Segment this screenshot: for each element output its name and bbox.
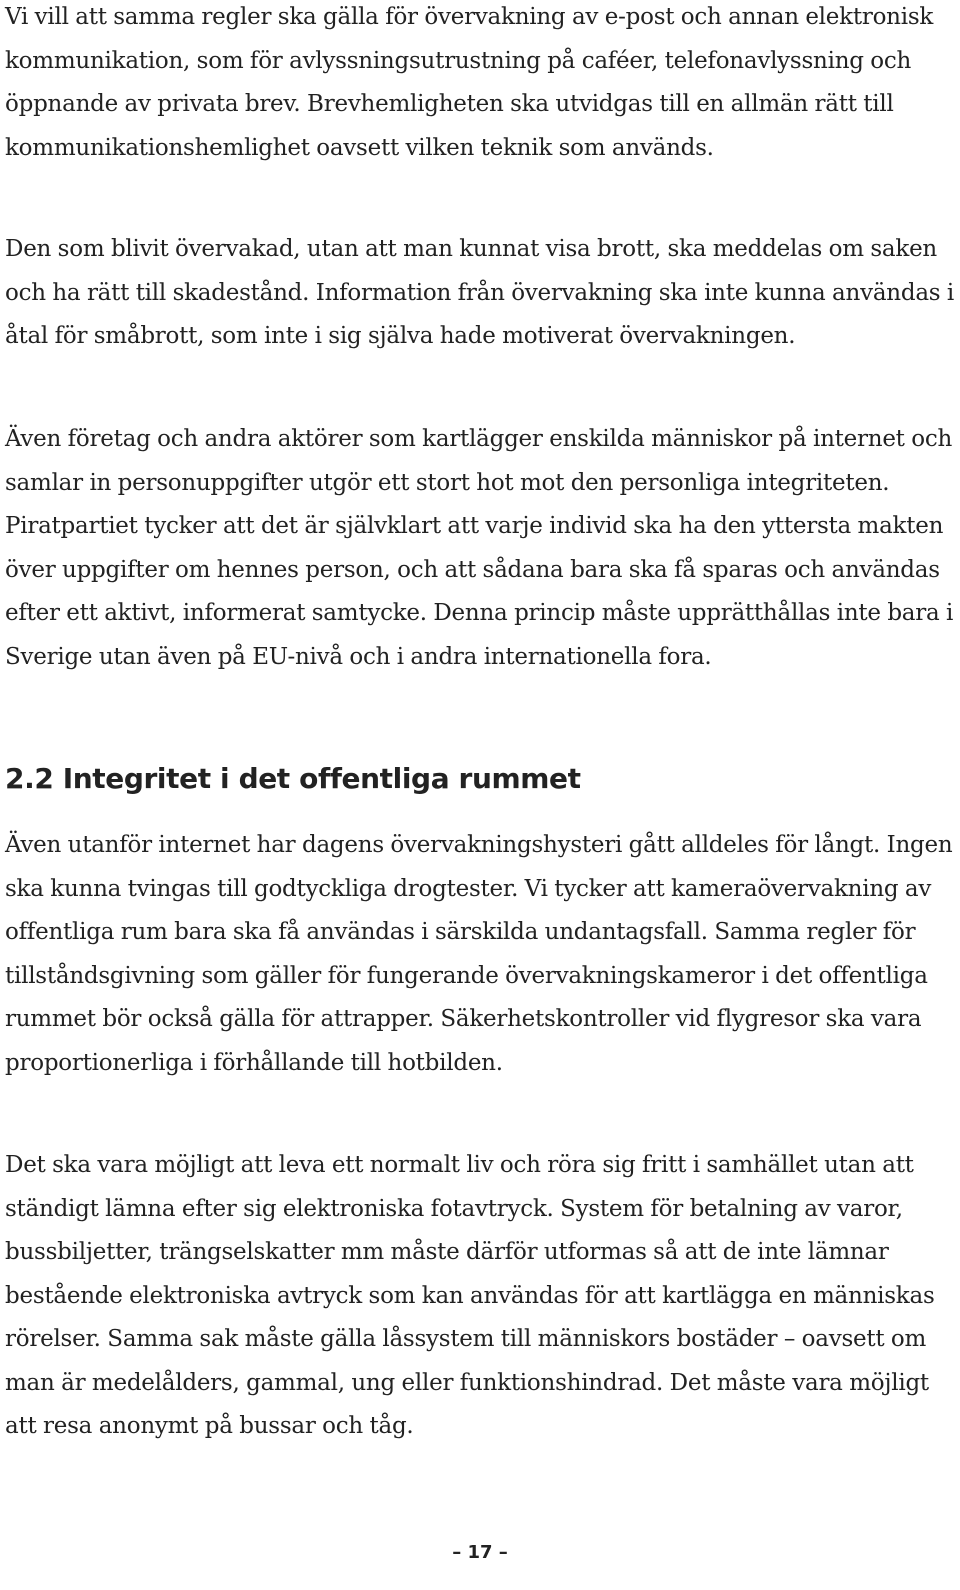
paragraph-surveillance-notification: Den som blivit övervakad, utan att man kunnat visa brott, ska meddelas om saken och ha rätt till skadestånd. Information från övervakning ska inte kunna användas i åtal för småbrott, som inte i sig själva hade motiverat övervakningen. (5, 236, 955, 349)
paragraph-offline-surveillance: Även utanför internet har dagens övervakningshysteri gått alldeles för långt. Ingen ska kunna tvingas till godtyckliga drogtester. Vi tycker att kameraövervakning av offentliga rum bara ska få användas i särskilda undantagsfall. Samma regler för tillståndsgivning som gäller för fungerande övervakningskameror i det offentliga rummet bör också gälla för attrapper. Säkerhetskontroller vid flygresor ska vara proportionerliga i förhållande till hotbilden. (5, 832, 953, 1076)
section-heading: 2.2 Integritet i det offentliga rummet (5, 762, 581, 795)
page-number: – 17 – (452, 1542, 508, 1563)
paragraph-electronic-footprints: Det ska vara möjligt att leva ett normalt liv och röra sig fritt i samhället utan att ständigt lämna efter sig elektroniska fotavtryck. System för betalning av varor, bussbiljetter, trängselskatter mm måste därför utformas så att de inte lämnar bestående elektroniska avtryck som kan användas för att kartlägga en människas rörelser. Samma sak måste gälla låssystem till människors bostäder – oavsett om man är medelålders, gammal, ung eller funktionshindrad. Det måste vara möjligt att resa anonymt på bussar och tåg. (5, 1152, 935, 1439)
paragraph-company-data-collection: Även företag och andra aktörer som kartlägger enskilda människor på internet och samlar in personuppgifter utgör ett stort hot mot den personliga integriteten. Piratpartiet tycker att det är självklart att varje individ ska ha den yttersta makten över uppgifter om hennes person, och att sådana bara ska få sparas och användas efter ett aktivt, informerat samtycke. Denna princip måste upprätthållas inte bara i Sverige utan även på EU-nivå och i andra internationella fora. (5, 426, 954, 670)
paragraph-email-surveillance: Vi vill att samma regler ska gälla för övervakning av e-post och annan elektronisk kommunikation, som för avlyssningsutrustning på caféer, telefonavlyssning och öppnande av privata brev. Brevhemligheten ska utvidgas till en allmän rätt till kommunikationshemlighet oavsett vilken teknik som används. (5, 4, 934, 161)
